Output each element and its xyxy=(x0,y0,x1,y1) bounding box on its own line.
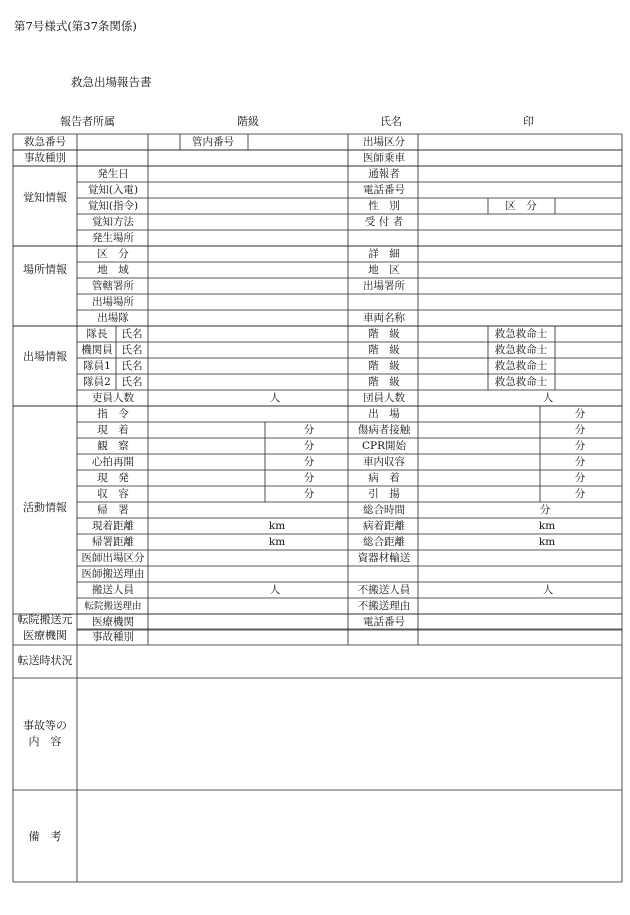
unit-return-distance: km xyxy=(268,536,286,548)
unit-withdrawal: 分 xyxy=(574,488,586,500)
unit-hospital-arrival: 分 xyxy=(574,472,586,484)
label-withdrawal: 引 揚 xyxy=(368,488,400,500)
label-paramedic-member1: 救急救命士 xyxy=(494,360,548,372)
label-hospital-distance: 病着距離 xyxy=(363,520,405,532)
section-activity: 活動情報 xyxy=(23,501,67,514)
section-dispatch: 出場情報 xyxy=(23,350,67,363)
label-occurrence-date: 発生日 xyxy=(97,168,129,180)
section-awareness: 覚知情報 xyxy=(23,191,67,204)
label-return-distance: 帰署距離 xyxy=(92,536,134,548)
unit-scene-distance: km xyxy=(268,520,286,532)
section-transfer-origin-1: 転院搬送元 xyxy=(17,613,73,626)
label-jurisdiction-station: 管轄署所 xyxy=(92,280,134,292)
label-return-station: 帰 署 xyxy=(97,504,129,516)
label-departure: 出 場 xyxy=(368,408,400,420)
label-category: 区 分 xyxy=(505,200,537,212)
label-name-member1: 氏名 xyxy=(121,360,143,372)
label-member1: 隊員1 xyxy=(83,360,111,372)
label-captain: 隊長 xyxy=(86,328,108,340)
unit-arrival: 分 xyxy=(303,424,315,436)
label-district: 地 区 xyxy=(368,264,400,276)
form-number: 第7号様式(第37条関係) xyxy=(14,19,137,33)
reporter-seal-label: 印 xyxy=(523,115,534,128)
label-doctor-dispatch-type: 医師出場区分 xyxy=(81,552,145,564)
label-paramedic-member2: 救急救命士 xyxy=(494,376,548,388)
label-rank-captain: 階 級 xyxy=(368,328,400,340)
label-aware-phone: 覚知(入電) xyxy=(87,184,139,196)
label-command: 指 令 xyxy=(97,408,129,420)
label-accident-type: 事故種別 xyxy=(24,152,66,164)
unit-rosc: 分 xyxy=(303,456,315,468)
label-in-vehicle: 車内収容 xyxy=(363,456,405,468)
label-aware-method: 覚知方法 xyxy=(92,216,134,228)
section-transfer-origin-2: 医療機関 xyxy=(23,629,67,642)
unit-total-distance: km xyxy=(538,536,556,548)
unit-total-time: 分 xyxy=(539,504,551,516)
label-occurrence-place: 発生場所 xyxy=(92,232,134,244)
label-phone-number: 電話番号 xyxy=(363,184,405,196)
label-cpr-start: CPR開始 xyxy=(361,440,407,452)
label-not-transported-persons: 不搬送人員 xyxy=(357,584,411,596)
reporter-rank-label: 階級 xyxy=(237,115,259,128)
label-member2: 隊員2 xyxy=(83,376,111,388)
unit-patient-contact: 分 xyxy=(574,424,586,436)
label-hospital-arrival: 病 着 xyxy=(368,472,400,484)
label-observation: 観 察 xyxy=(97,440,129,452)
label-vehicle-name: 車両名称 xyxy=(363,312,405,324)
label-arrival: 現 着 xyxy=(97,424,129,436)
unit-hospital-distance: km xyxy=(538,520,556,532)
label-accommodation: 収 容 xyxy=(97,488,129,500)
unit-transported-persons: 人 xyxy=(269,584,281,596)
label-transported-persons: 搬送人員 xyxy=(92,584,134,596)
section-remarks: 備 考 xyxy=(28,830,62,843)
label-total-time: 総合時間 xyxy=(363,504,405,516)
label-doctor-transport-reason: 医師搬送理由 xyxy=(81,568,145,580)
reporter-name-label: 氏名 xyxy=(380,115,402,128)
label-name-member2: 氏名 xyxy=(121,376,143,388)
unit-accommodation: 分 xyxy=(303,488,315,500)
unit-observation: 分 xyxy=(303,440,315,452)
label-dispatch-station: 出場署所 xyxy=(363,280,405,292)
label-detail: 詳 細 xyxy=(368,248,400,260)
section-transport-status: 転送時状況 xyxy=(17,654,73,667)
unit-departure: 分 xyxy=(574,408,586,420)
label-reporter: 通報者 xyxy=(368,168,400,180)
section-incident-content-2: 内 容 xyxy=(28,735,62,748)
label-transfer-reason: 転院搬送理由 xyxy=(84,601,142,612)
label-paramedic-captain: 救急救命士 xyxy=(494,328,548,340)
label-transfer-accident-type: 事故種別 xyxy=(92,631,134,643)
label-sex: 性 別 xyxy=(368,200,400,212)
label-doctor-ride: 医師乗車 xyxy=(363,152,405,164)
label-rank-member1: 階 級 xyxy=(368,360,400,372)
label-medical-institution: 医療機関 xyxy=(92,616,134,628)
label-crew-count: 団員人数 xyxy=(363,392,405,404)
unit-departure-scene: 分 xyxy=(303,472,315,484)
label-total-distance: 総合距離 xyxy=(363,536,405,548)
label-emergency-no: 救急番号 xyxy=(24,136,66,148)
label-scene-distance: 現着距離 xyxy=(92,520,134,532)
label-loc-category: 区 分 xyxy=(97,248,129,260)
section-location: 場所情報 xyxy=(23,263,67,276)
unit-staff-count: 人 xyxy=(269,392,281,404)
label-equipment-transport: 資器材輸送 xyxy=(357,552,411,564)
label-departure-scene: 現 発 xyxy=(97,472,129,484)
label-rank-engineer: 階 級 xyxy=(368,344,400,356)
unit-not-transported-persons: 人 xyxy=(542,584,554,596)
label-patient-contact: 傷病者接触 xyxy=(357,424,411,436)
unit-cpr-start: 分 xyxy=(574,440,586,452)
label-dispatch-type: 出場区分 xyxy=(363,136,405,148)
label-rosc: 心拍再開 xyxy=(92,456,134,468)
label-region: 地 域 xyxy=(97,264,129,276)
label-district-no: 管内番号 xyxy=(192,136,234,148)
reporter-affiliation-label: 報告者所属 xyxy=(60,115,115,128)
label-transfer-phone: 電話番号 xyxy=(363,616,405,628)
label-paramedic-engineer: 救急救命士 xyxy=(494,344,548,356)
label-engineer: 機関員 xyxy=(81,344,113,356)
label-dispatch-unit: 出場隊 xyxy=(97,312,129,324)
label-dispatch-place: 出場場所 xyxy=(92,296,134,308)
unit-in-vehicle: 分 xyxy=(574,456,586,468)
label-aware-command: 覚知(指令) xyxy=(87,200,139,212)
label-receiver: 受 付 者 xyxy=(364,216,404,228)
label-rank-member2: 階 級 xyxy=(368,376,400,388)
label-name-captain: 氏名 xyxy=(121,328,143,340)
section-incident-content-1: 事故等の xyxy=(23,719,67,732)
label-staff-count: 吏員人数 xyxy=(92,392,134,404)
label-not-transported-reason: 不搬送理由 xyxy=(357,600,411,612)
page-title: 救急出場報告書 xyxy=(71,75,152,89)
unit-crew-count: 人 xyxy=(542,392,554,404)
label-name-engineer: 氏名 xyxy=(121,344,143,356)
